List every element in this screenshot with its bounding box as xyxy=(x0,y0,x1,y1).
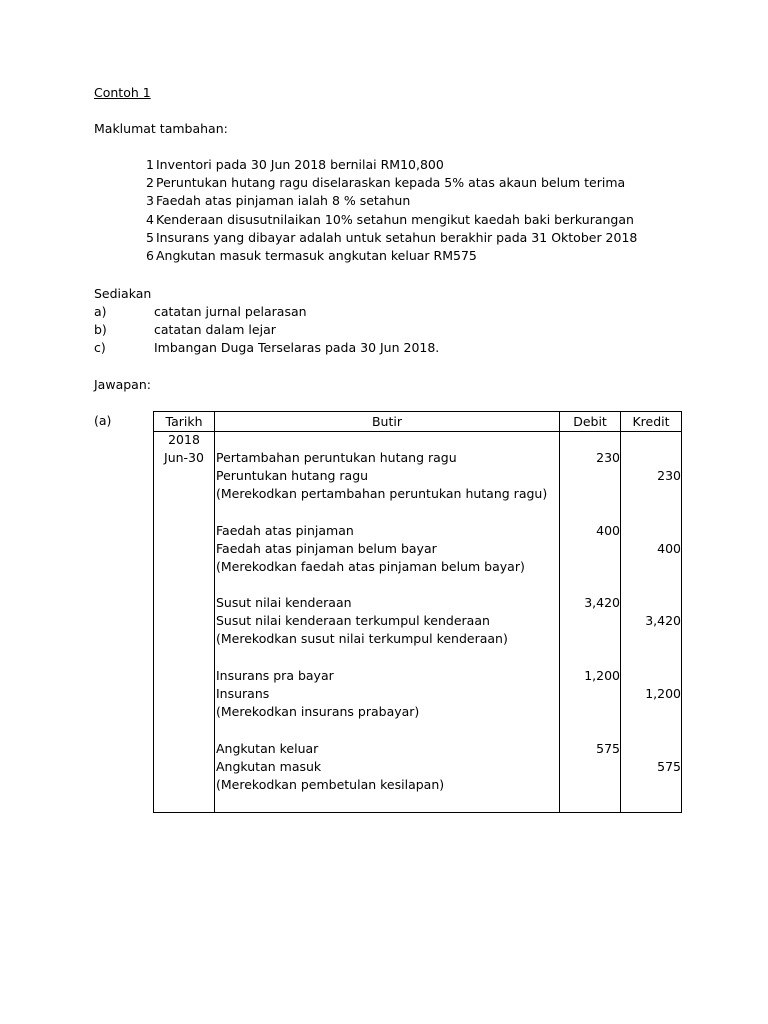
debit-amount: 230 xyxy=(596,450,620,465)
credit-account: Angkutan masuk xyxy=(216,759,322,774)
narration: (Merekodkan susut nilai terkumpul kenderaan) xyxy=(216,631,508,646)
narration: (Merekodkan insurans prabayar) xyxy=(216,704,420,719)
header-desc: Butir xyxy=(371,414,402,429)
debit-amount: 575 xyxy=(596,741,620,756)
answer-heading: Jawapan: xyxy=(94,377,151,392)
info-item: 2 Peruntukan hutang ragu diselaraskan kepada 5% atas akaun belum terima xyxy=(146,175,626,191)
info-item: 1 Inventori pada 30 Jun 2018 bernilai RM10,800 xyxy=(146,157,444,172)
header-credit: Kredit xyxy=(632,414,670,429)
debit-amount: 3,420 xyxy=(584,595,620,610)
narration: (Merekodkan pertambahan peruntukan hutang ragu) xyxy=(216,486,548,501)
date-year: 2018 xyxy=(168,432,200,447)
credit-amount: 575 xyxy=(657,759,681,774)
info-item: 6 Angkutan masuk termasuk angkutan keluar RM575 xyxy=(146,247,477,263)
info-item: 5 Insurans yang dibayar adalah untuk setahun berakhir pada 31 Oktober 2018 xyxy=(146,229,638,245)
task-list xyxy=(94,303,439,357)
part-label: (a) xyxy=(94,413,112,428)
task-item: c) Imbangan Duga Terselaras pada 30 Jun 2018. xyxy=(94,340,440,355)
task-item: a) catatan jurnal pelarasan xyxy=(94,304,307,319)
header-date: Tarikh xyxy=(165,414,203,429)
debit-account: Insurans pra bayar xyxy=(216,668,334,683)
debit-account: Faedah atas pinjaman xyxy=(216,523,354,538)
info-list xyxy=(140,156,637,265)
credit-account: Susut nilai kenderaan terkumpul kenderaan xyxy=(216,613,490,628)
column-divider xyxy=(214,412,215,812)
credit-amount: 400 xyxy=(657,541,681,556)
debit-amount: 400 xyxy=(596,523,620,538)
credit-account: Faedah atas pinjaman belum bayar xyxy=(216,541,437,556)
debit-account: Angkutan keluar xyxy=(216,741,319,756)
debit-account: Susut nilai kenderaan xyxy=(216,595,352,610)
debit-amount: 1,200 xyxy=(584,668,620,683)
journal-table xyxy=(153,411,682,813)
credit-amount: 230 xyxy=(657,468,681,483)
date-day: Jun-30 xyxy=(164,450,204,465)
prepare-heading: Sediakan xyxy=(94,286,152,301)
journal-header-row xyxy=(154,412,681,432)
header-debit: Debit xyxy=(573,414,607,429)
subtitle: Maklumat tambahan: xyxy=(94,121,228,136)
credit-account: Peruntukan hutang ragu xyxy=(216,468,369,483)
info-item: 4 Kenderaan disusutnilaikan 10% setahun mengikut kaedah baki berkurangan xyxy=(146,211,634,227)
credit-amount: 1,200 xyxy=(645,686,681,701)
credit-amount: 3,420 xyxy=(645,613,681,628)
credit-account: Insurans xyxy=(216,686,270,701)
page-title: Contoh 1 xyxy=(94,85,151,100)
task-item: b) catatan dalam lejar xyxy=(94,322,276,337)
debit-account: Pertambahan peruntukan hutang ragu xyxy=(216,450,457,465)
info-item: 3 Faedah atas pinjaman ialah 8 % setahun xyxy=(146,193,411,209)
narration: (Merekodkan pembetulan kesilapan) xyxy=(216,777,445,792)
narration: (Merekodkan faedah atas pinjaman belum bayar) xyxy=(216,559,525,574)
